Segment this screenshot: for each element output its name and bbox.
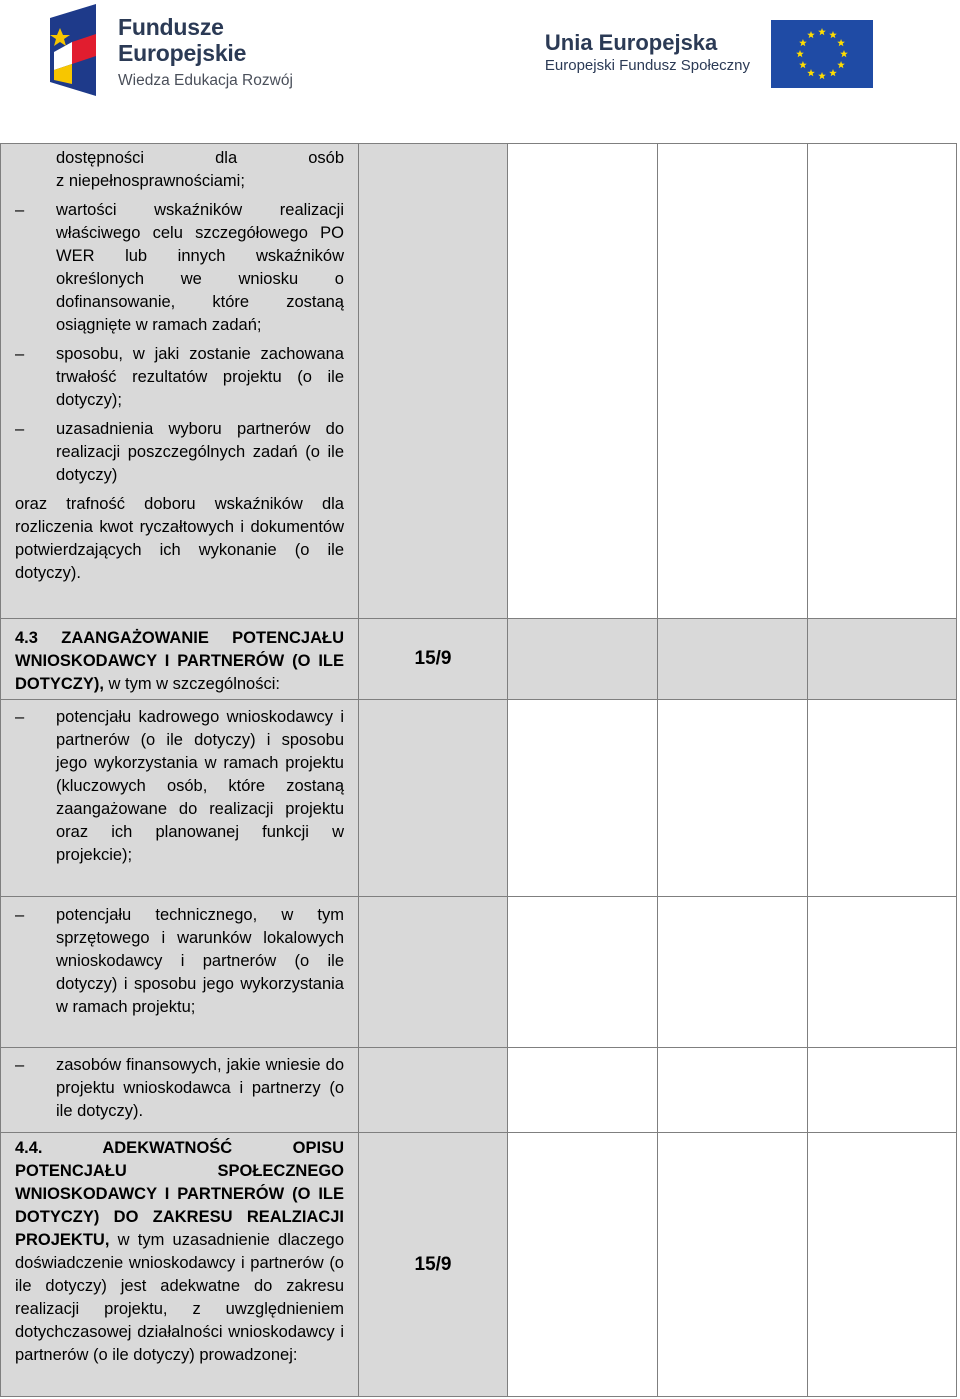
table-row [1,897,957,1048]
first-line: dostępności dla osób [56,149,344,167]
ue-line-2: Europejski Fundusz Społeczny [544,57,750,74]
closing-paragraph: oraz trafność doboru wskaźników dla rozliczenia kwot ryczałtowych i dokumentów potwierdzających ich wykonanie (o ile dotyczy). [15,495,344,582]
eu-flag-icon [771,20,873,88]
score-cell [359,619,508,700]
fundusze-europejskie-wordmark [118,14,293,92]
empty-cell [658,619,808,700]
score-cell [359,1048,508,1133]
criteria-cell [1,700,359,897]
logo-line-1: Fundusze [118,14,224,40]
empty-cell [658,144,808,619]
empty-cell [658,1133,808,1397]
criteria-cell [1,144,359,619]
empty-cell [808,1133,957,1397]
empty-cell [808,897,957,1048]
section-4-3-title: 4.3 ZAANGAŻOWANIE POTENCJAŁU WNIOSKODAWCY I PARTNERÓW (O ILE DOTYCZY), w tym w szczególności: [1,619,359,700]
document-header [0,0,960,110]
score-cell [359,1133,508,1397]
score-cell [359,700,508,897]
table-row [1,1048,957,1133]
empty-cell [658,700,808,897]
criteria-cell [1,897,359,1048]
score-cell [359,144,508,619]
list-item: – sposobu, w jaki zostanie zachowana trwałość rezultatów projektu (o ile dotyczy); [15,345,344,409]
list-item: – potencjału technicznego, w tym sprzętowego i warunków lokalowych wnioskodawcy i partnerów (o ile dotyczy) i sposobu jego wykorzystania w ramach projektu; [15,906,344,1016]
table-row [1,619,957,700]
empty-cell [508,1133,658,1397]
empty-cell [658,1048,808,1133]
criteria-cell [1,1048,359,1133]
list-item: – uzasadnienia wyboru partnerów do realizacji poszczególnych zadań (o ile dotyczy) [15,420,344,484]
score-4-4: 15/9 [414,1253,452,1275]
empty-cell [508,619,658,700]
table-row [1,1133,957,1397]
unia-europejska-wordmark [545,30,750,76]
list-item: – zasobów finansowych, jakie wniesie do projektu wnioskodawca i partnerzy (o ile dotyczy). [15,1056,344,1120]
empty-cell [808,144,957,619]
score-cell [359,897,508,1048]
empty-cell [508,144,658,619]
list-item: – wartości wskaźników realizacji właściwego celu szczegółowego PO WER lub innych wskaźników określonych we wniosku o dofinansowanie, które zostaną osiągnięte w ramach zadań; [15,201,344,334]
score-4-3: 15/9 [414,648,452,669]
fundusze-europejskie-logo-icon [50,4,102,96]
empty-cell [658,897,808,1048]
ue-line-1: Unia Europejska [544,30,718,55]
table-row [1,700,957,897]
first-line-rest: z niepełnosprawnościami; [56,172,245,190]
empty-cell [808,619,957,700]
empty-cell [808,700,957,897]
table-row [1,144,957,619]
logo-line-3: Wiedza Edukacja Rozwój [118,72,293,89]
empty-cell [508,700,658,897]
logo-line-2: Europejskie [118,40,247,66]
empty-cell [508,1048,658,1133]
empty-cell [508,897,658,1048]
section-4-4-title: 4.4. ADEKWATNOŚĆ OPISU POTENCJAŁU SPOŁECZNEGO WNIOSKODAWCY I PARTNERÓW (O ILE DOTYCZY) DO ZAKRESU REALZIACJI PROJEKTU, w tym uzasadnienie dlaczego doświadczenie wnioskodawcy i partnerów (o ile dotyczy) jest adekwatne do zakresu realizacji projektu, z uwzględnieniem dotychczasowej działalności wnioskodawcy i partnerów (o ile dotyczy) prowadzonej: [1,1133,359,1397]
empty-cell [808,1048,957,1133]
list-item: – potencjału kadrowego wnioskodawcy i partnerów (o ile dotyczy) i sposobu jego wykorzystania w ramach projektu (kluczowych osób, które zostaną zaangażowane do realizacji projektu oraz ich planowanej funkcji w projekcie); [15,708,344,864]
evaluation-table [0,143,957,1397]
